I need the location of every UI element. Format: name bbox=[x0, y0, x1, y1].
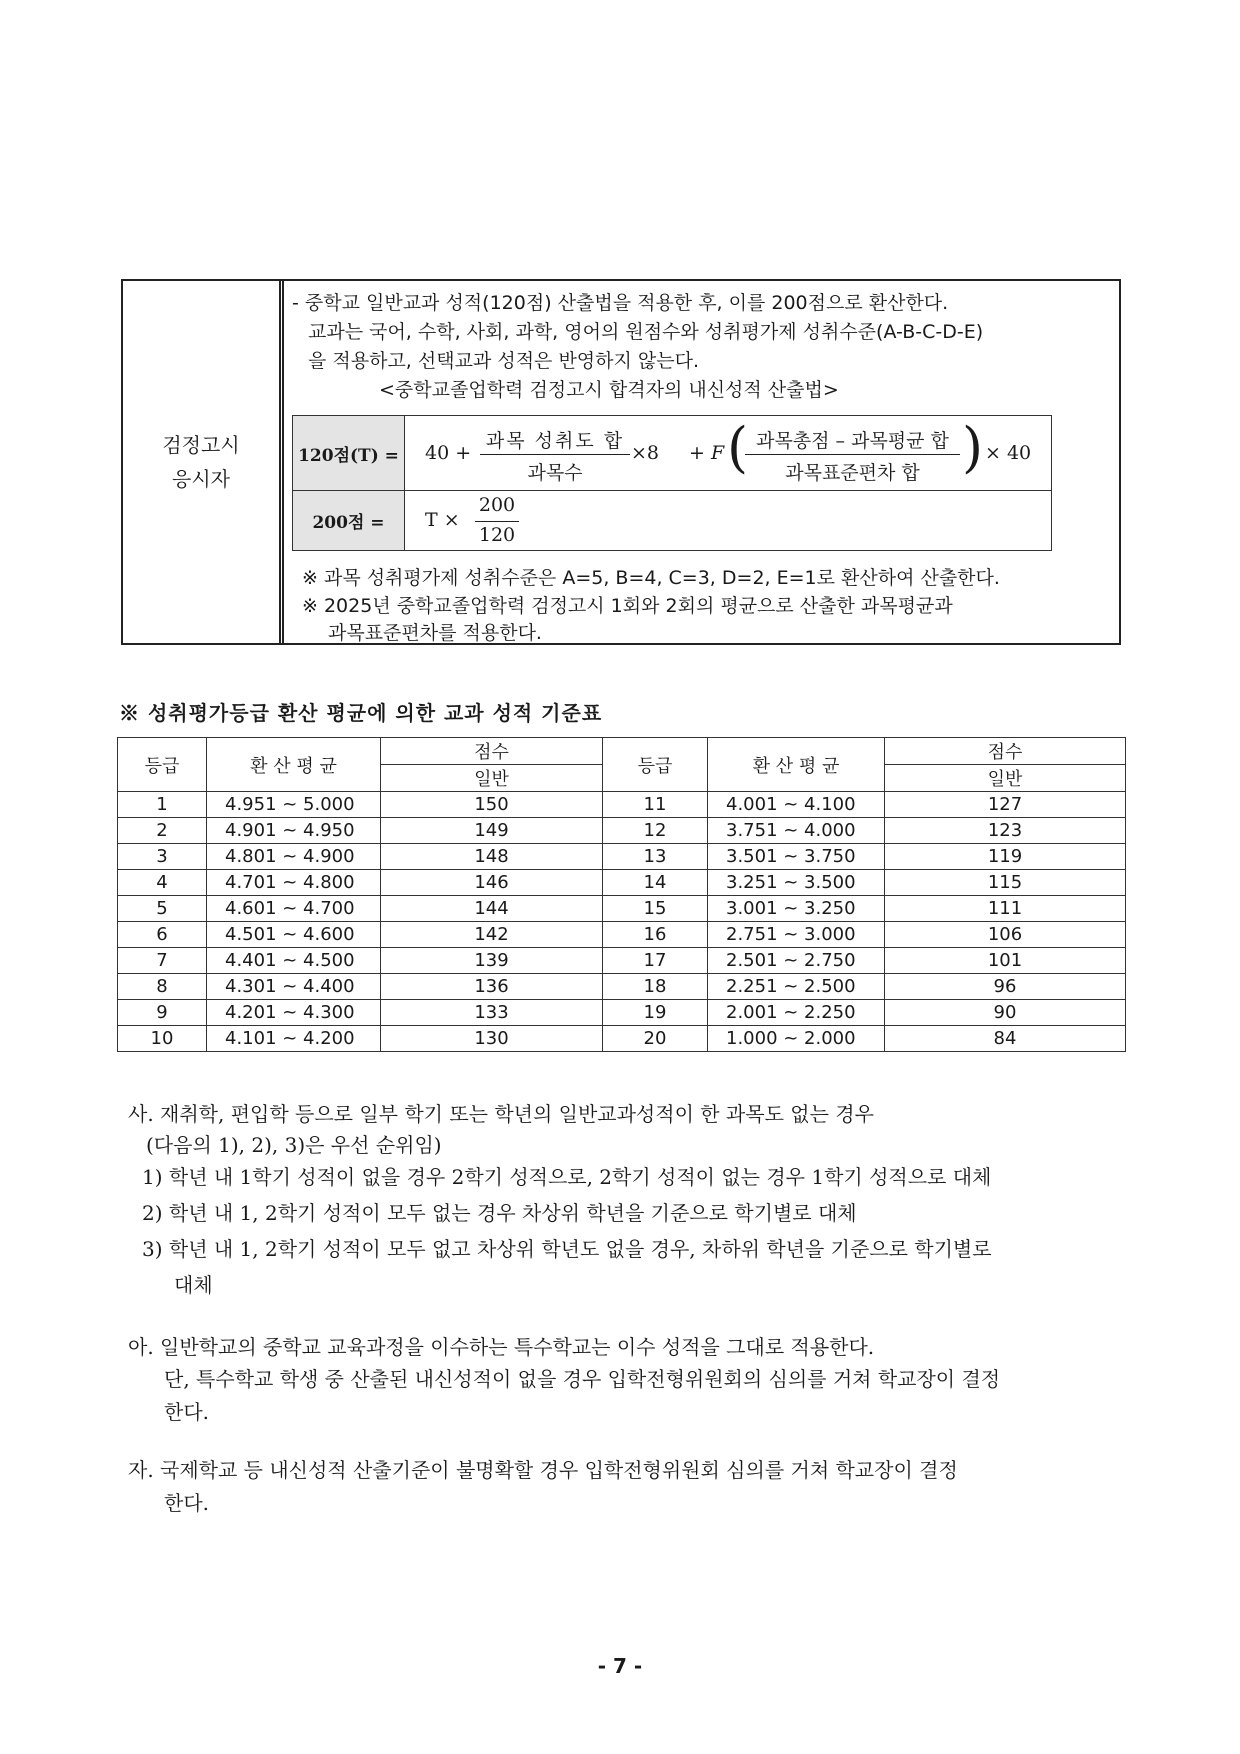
score-cell: 144 bbox=[381, 896, 603, 922]
range-cell: 1.000 ~ 2.000 bbox=[708, 1026, 885, 1052]
section-sa-line-1: 사. 재취학, 편입학 등으로 일부 학기 또는 학년의 일반교과성적이 한 과목도 없는 경우 bbox=[128, 1102, 874, 1126]
header-score-left: 점수 bbox=[381, 738, 603, 765]
table-title: ※ 성취평가등급 환산 평균에 의한 교과 성적 기준표 bbox=[119, 701, 603, 725]
exam-applicant-label bbox=[123, 281, 284, 643]
range-cell: 4.901 ~ 4.950 bbox=[207, 818, 381, 844]
bullet-line-1: - 중학교 일반교과 성적(120점) 산출법을 적용한 후, 이를 200점으로 환산한다. bbox=[292, 292, 949, 314]
score-cell: 148 bbox=[381, 844, 603, 870]
bullet-line-3: 을 적용하고, 선택교과 성적은 반영하지 않는다. bbox=[308, 350, 700, 372]
range-cell: 4.201 ~ 4.300 bbox=[207, 1000, 381, 1026]
section-a-line-3: 한다. bbox=[164, 1400, 209, 1424]
formula-body-200 bbox=[405, 491, 1051, 550]
frac2-numerator: 과목총점 – 과목평균 합 bbox=[756, 430, 949, 452]
section-sa-item-1: 1) 학년 내 1학기 성적이 없을 경우 2학기 성적으로, 2학기 성적이 없는 경우 1학기 성적으로 대체 bbox=[142, 1165, 992, 1189]
score-cell: 127 bbox=[885, 792, 1126, 818]
frac2-bar bbox=[745, 454, 960, 455]
formula-row-120 bbox=[293, 416, 1051, 491]
formula-row-200 bbox=[293, 491, 1051, 550]
score-cell: 84 bbox=[885, 1026, 1126, 1052]
table-row bbox=[118, 1026, 1126, 1052]
label-line-2: 응시자 bbox=[172, 467, 230, 491]
grade-cell: 13 bbox=[603, 844, 708, 870]
range-cell: 4.101 ~ 4.200 bbox=[207, 1026, 381, 1052]
grade-cell: 7 bbox=[118, 948, 207, 974]
note-line-2: ※ 2025년 중학교졸업학력 검정고시 1회와 2회의 평균으로 산출한 과목평균과 bbox=[302, 595, 953, 617]
frac1-bar bbox=[480, 454, 630, 455]
formula-times40: × 40 bbox=[985, 442, 1032, 464]
grade-cell: 20 bbox=[603, 1026, 708, 1052]
exam-applicant-box bbox=[121, 279, 1121, 645]
range-cell: 4.601 ~ 4.700 bbox=[207, 896, 381, 922]
header-grade-right: 등급 bbox=[603, 738, 708, 792]
frac3-bar bbox=[475, 521, 519, 522]
header-avg-right: 환 산 평 균 bbox=[708, 738, 885, 792]
range-cell: 3.751 ~ 4.000 bbox=[708, 818, 885, 844]
score-cell: 150 bbox=[381, 792, 603, 818]
range-cell: 4.951 ~ 5.000 bbox=[207, 792, 381, 818]
frac2-denominator: 과목표준편차 합 bbox=[785, 462, 920, 484]
table-row bbox=[118, 896, 1126, 922]
grade-cell: 1 bbox=[118, 792, 207, 818]
grade-cell: 19 bbox=[603, 1000, 708, 1026]
range-cell: 3.501 ~ 3.750 bbox=[708, 844, 885, 870]
formula-const: 40 + bbox=[425, 442, 472, 464]
section-ja-line-2: 한다. bbox=[164, 1491, 209, 1515]
section-sa-item-3-line-1: 3) 학년 내 1, 2학기 성적이 모두 없고 차상위 학년도 없을 경우, 차하위 학년을 기준으로 학기별로 bbox=[142, 1237, 992, 1261]
frac1-denominator: 과목수 bbox=[527, 462, 583, 484]
table-row bbox=[118, 844, 1126, 870]
exam-applicant-content bbox=[284, 281, 1119, 643]
page-number: - 7 - bbox=[597, 1654, 643, 1678]
note-line-1: ※ 과목 성취평가제 성취수준은 A=5, B=4, C=3, D=2, E=1로 환산하여 산출한다. bbox=[302, 567, 1000, 589]
bullet-line-2: 교과는 국어, 수학, 사회, 과학, 영어의 원점수와 성취평가제 성취수준(A-B-C-D-E) bbox=[308, 321, 984, 343]
frac1-numerator: 과목 성취도 합 bbox=[485, 430, 625, 452]
score-cell: 149 bbox=[381, 818, 603, 844]
range-cell: 4.401 ~ 4.500 bbox=[207, 948, 381, 974]
score-cell: 130 bbox=[381, 1026, 603, 1052]
section-a-line-1: 아. 일반학교의 중학교 교육과정을 이수하는 특수학교는 이수 성적을 그대로 적용한다. bbox=[128, 1335, 875, 1359]
table-row bbox=[118, 974, 1126, 1000]
formula-times8: ×8 bbox=[631, 442, 660, 464]
range-cell: 4.301 ~ 4.400 bbox=[207, 974, 381, 1000]
score-cell: 133 bbox=[381, 1000, 603, 1026]
grade-cell: 12 bbox=[603, 818, 708, 844]
grade-cell: 5 bbox=[118, 896, 207, 922]
formula-t-times: T × bbox=[425, 509, 460, 531]
frac3-denominator: 120 bbox=[478, 524, 516, 546]
grade-cell: 18 bbox=[603, 974, 708, 1000]
score-cell: 123 bbox=[885, 818, 1126, 844]
header-score-right: 점수 bbox=[885, 738, 1126, 765]
grade-cell: 15 bbox=[603, 896, 708, 922]
grade-cell: 2 bbox=[118, 818, 207, 844]
score-cell: 106 bbox=[885, 922, 1126, 948]
formula-caption: <중학교졸업학력 검정고시 합격자의 내신성적 산출법> bbox=[379, 379, 839, 401]
range-cell: 2.751 ~ 3.000 bbox=[708, 922, 885, 948]
grade-cell: 11 bbox=[603, 792, 708, 818]
grade-cell: 17 bbox=[603, 948, 708, 974]
grade-cell: 16 bbox=[603, 922, 708, 948]
frac3-numerator: 200 bbox=[478, 494, 516, 516]
header-avg-left: 환 산 평 균 bbox=[207, 738, 381, 792]
header-grade-left: 등급 bbox=[118, 738, 207, 792]
left-paren: ( bbox=[727, 416, 749, 479]
range-cell: 4.701 ~ 4.800 bbox=[207, 870, 381, 896]
section-sa-item-2: 2) 학년 내 1, 2학기 성적이 모두 없는 경우 차상위 학년을 기준으로 학기별로 대체 bbox=[142, 1201, 857, 1225]
section-ja-line-1: 자. 국제학교 등 내신성적 산출기준이 불명확할 경우 입학전형위원회 심의를 거쳐 학교장이 결정 bbox=[128, 1458, 958, 1482]
grade-cell: 8 bbox=[118, 974, 207, 1000]
header-general-left: 일반 bbox=[381, 765, 603, 792]
range-cell: 4.001 ~ 4.100 bbox=[708, 792, 885, 818]
grade-conversion-table bbox=[117, 737, 1126, 1052]
score-cell: 142 bbox=[381, 922, 603, 948]
range-cell: 2.251 ~ 2.500 bbox=[708, 974, 885, 1000]
label-line-1: 검정고시 bbox=[162, 433, 240, 457]
range-cell: 2.501 ~ 2.750 bbox=[708, 948, 885, 974]
formula-table bbox=[292, 415, 1052, 551]
range-cell: 3.251 ~ 3.500 bbox=[708, 870, 885, 896]
table-row bbox=[118, 948, 1126, 974]
range-cell: 4.501 ~ 4.600 bbox=[207, 922, 381, 948]
score-cell: 90 bbox=[885, 1000, 1126, 1026]
range-cell: 3.001 ~ 3.250 bbox=[708, 896, 885, 922]
score-cell: 136 bbox=[381, 974, 603, 1000]
formula-plus-f: + F bbox=[689, 442, 725, 464]
grade-cell: 14 bbox=[603, 870, 708, 896]
right-paren: ) bbox=[962, 416, 984, 479]
header-general-right: 일반 bbox=[885, 765, 1126, 792]
table-row bbox=[118, 818, 1126, 844]
formula-body-120 bbox=[405, 416, 1051, 490]
grade-cell: 4 bbox=[118, 870, 207, 896]
score-cell: 119 bbox=[885, 844, 1126, 870]
grade-cell: 10 bbox=[118, 1026, 207, 1052]
grade-cell: 3 bbox=[118, 844, 207, 870]
grade-cell: 6 bbox=[118, 922, 207, 948]
section-sa-line-2: (다음의 1), 2), 3)은 우선 순위임) bbox=[146, 1133, 442, 1157]
section-sa-item-3-line-2: 대체 bbox=[174, 1273, 213, 1297]
formula-head-200: 200점 = bbox=[293, 491, 405, 550]
range-cell: 2.001 ~ 2.250 bbox=[708, 1000, 885, 1026]
score-cell: 111 bbox=[885, 896, 1126, 922]
table-row bbox=[118, 1000, 1126, 1026]
score-cell: 115 bbox=[885, 870, 1126, 896]
formula-head-120: 120점(T) = bbox=[293, 416, 405, 490]
score-cell: 101 bbox=[885, 948, 1126, 974]
table-row bbox=[118, 922, 1126, 948]
section-a-line-2: 단, 특수학교 학생 중 산출된 내신성적이 없을 경우 입학전형위원회의 심의를 거쳐 학교장이 결정 bbox=[164, 1367, 1001, 1391]
grade-cell: 9 bbox=[118, 1000, 207, 1026]
score-cell: 96 bbox=[885, 974, 1126, 1000]
score-cell: 146 bbox=[381, 870, 603, 896]
score-cell: 139 bbox=[381, 948, 603, 974]
range-cell: 4.801 ~ 4.900 bbox=[207, 844, 381, 870]
note-line-3: 과목표준편차를 적용한다. bbox=[328, 622, 542, 644]
table-row bbox=[118, 870, 1126, 896]
table-row bbox=[118, 792, 1126, 818]
